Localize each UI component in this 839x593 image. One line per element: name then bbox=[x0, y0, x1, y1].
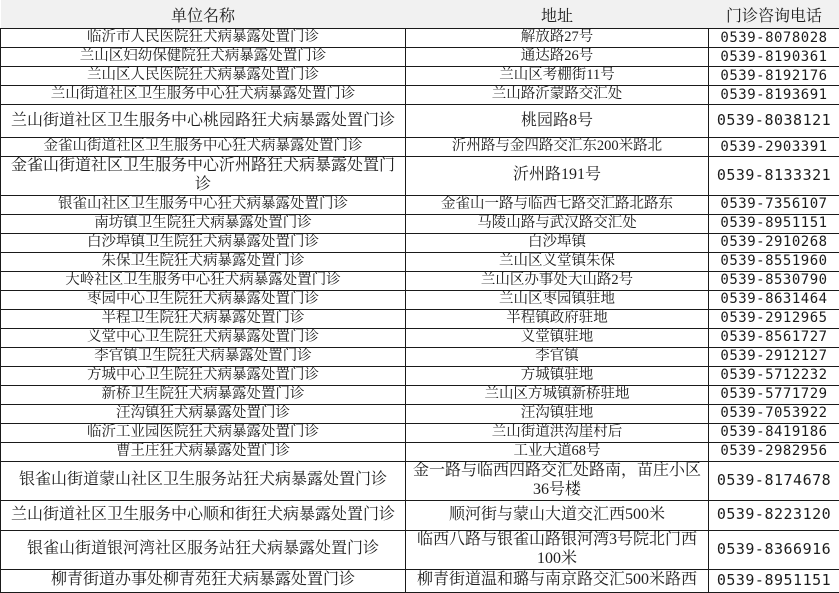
cell-name: 金雀山街道社区卫生服务中心沂州路狂犬病暴露处置门诊 bbox=[1, 157, 406, 196]
cell-name: 李官镇卫生院狂犬病暴露处置门诊 bbox=[1, 347, 406, 366]
cell-name: 白沙埠镇卫生院狂犬病暴露处置门诊 bbox=[1, 233, 406, 252]
cell-phone: 0539-7053922 bbox=[709, 404, 839, 423]
table-row bbox=[1, 214, 839, 233]
cell-address: 义堂镇驻地 bbox=[406, 328, 709, 347]
cell-name: 方城中心卫生院狂犬病暴露处置门诊 bbox=[1, 366, 406, 385]
cell-phone: 0539-7356107 bbox=[709, 195, 839, 214]
cell-address: 顺河街与蒙山大道交汇西500米 bbox=[406, 500, 709, 530]
cell-address: 金雀山一路与临西七路交汇路北路东 bbox=[406, 195, 709, 214]
cell-name: 金雀山街道社区卫生服务中心狂犬病暴露处置门诊 bbox=[1, 138, 406, 157]
cell-phone: 0539-2982956 bbox=[709, 442, 839, 461]
cell-name: 银雀山街道蒙山社区卫生服务站狂犬病暴露处置门诊 bbox=[1, 461, 406, 500]
cell-phone: 0539-2912127 bbox=[709, 347, 839, 366]
cell-name: 新桥卫生院狂犬病暴露处置门诊 bbox=[1, 385, 406, 404]
table-row bbox=[1, 48, 839, 67]
cell-name: 义堂中心卫生院狂犬病暴露处置门诊 bbox=[1, 328, 406, 347]
cell-address: 李官镇 bbox=[406, 347, 709, 366]
cell-name: 银雀山街道银河湾社区服务站狂犬病暴露处置门诊 bbox=[1, 530, 406, 569]
cell-name: 兰山区妇幼保健院狂犬病暴露处置门诊 bbox=[1, 48, 406, 67]
table-row bbox=[1, 309, 839, 328]
table-row bbox=[1, 500, 839, 530]
cell-address: 沂州路191号 bbox=[406, 157, 709, 196]
cell-address: 马陵山路与武汉路交汇处 bbox=[406, 214, 709, 233]
cell-name: 汪沟镇狂犬病暴露处置门诊 bbox=[1, 404, 406, 423]
cell-phone: 0539-8174678 bbox=[709, 461, 839, 500]
cell-name: 曹王庄狂犬病暴露处置门诊 bbox=[1, 442, 406, 461]
table-row bbox=[1, 530, 839, 569]
table-row bbox=[1, 138, 839, 157]
table-header bbox=[1, 0, 839, 29]
cell-address: 柳青街道温和璐与南京路交汇500米路西 bbox=[406, 569, 709, 592]
table-row bbox=[1, 366, 839, 385]
cell-phone: 0539-8078028 bbox=[709, 29, 839, 48]
cell-address: 半程镇政府驻地 bbox=[406, 309, 709, 328]
cell-name: 朱保卫生院狂犬病暴露处置门诊 bbox=[1, 252, 406, 271]
cell-name: 银雀山社区卫生服务中心狂犬病暴露处置门诊 bbox=[1, 195, 406, 214]
cell-phone: 0539-8193691 bbox=[709, 86, 839, 105]
cell-phone: 0539-2903391 bbox=[709, 138, 839, 157]
cell-address: 白沙埠镇 bbox=[406, 233, 709, 252]
table-row bbox=[1, 569, 839, 592]
table-row bbox=[1, 86, 839, 105]
table-row bbox=[1, 67, 839, 86]
cell-phone: 0539-8038121 bbox=[709, 105, 839, 138]
table-row bbox=[1, 195, 839, 214]
cell-name: 临沂市人民医院狂犬病暴露处置门诊 bbox=[1, 29, 406, 48]
cell-phone: 0539-8133321 bbox=[709, 157, 839, 196]
cell-phone: 0539-8366916 bbox=[709, 530, 839, 569]
cell-address: 方城镇驻地 bbox=[406, 366, 709, 385]
cell-address: 兰山区考棚街11号 bbox=[406, 67, 709, 86]
table-row bbox=[1, 461, 839, 500]
table-row bbox=[1, 157, 839, 196]
cell-phone: 0539-8190361 bbox=[709, 48, 839, 67]
cell-phone: 0539-2910268 bbox=[709, 233, 839, 252]
table-row bbox=[1, 385, 839, 404]
cell-name: 枣园中心卫生院狂犬病暴露处置门诊 bbox=[1, 290, 406, 309]
cell-name: 兰山街道社区卫生服务中心狂犬病暴露处置门诊 bbox=[1, 86, 406, 105]
cell-address: 兰山路沂蒙路交汇处 bbox=[406, 86, 709, 105]
cell-phone: 0539-2912965 bbox=[709, 309, 839, 328]
cell-name: 南坊镇卫生院狂犬病暴露处置门诊 bbox=[1, 214, 406, 233]
cell-phone: 0539-8561727 bbox=[709, 328, 839, 347]
table-body bbox=[1, 29, 839, 593]
table-row bbox=[1, 233, 839, 252]
cell-name: 半程卫生院狂犬病暴露处置门诊 bbox=[1, 309, 406, 328]
table-row bbox=[1, 347, 839, 366]
cell-address: 金一路与临西四路交汇处路南，苗庄小区36号楼 bbox=[406, 461, 709, 500]
cell-address: 兰山区方城镇新桥驻地 bbox=[406, 385, 709, 404]
cell-name: 兰山区人民医院狂犬病暴露处置门诊 bbox=[1, 67, 406, 86]
cell-phone: 0539-8192176 bbox=[709, 67, 839, 86]
cell-name: 大岭社区卫生服务中心狂犬病暴露处置门诊 bbox=[1, 271, 406, 290]
table-row bbox=[1, 271, 839, 290]
cell-name: 兰山街道社区卫生服务中心桃园路狂犬病暴露处置门诊 bbox=[1, 105, 406, 138]
cell-phone: 0539-8419186 bbox=[709, 423, 839, 442]
cell-phone: 0539-8530790 bbox=[709, 271, 839, 290]
cell-address: 工业大道68号 bbox=[406, 442, 709, 461]
cell-phone: 0539-5771729 bbox=[709, 385, 839, 404]
table-row bbox=[1, 442, 839, 461]
table-row bbox=[1, 404, 839, 423]
cell-phone: 0539-8551960 bbox=[709, 252, 839, 271]
cell-phone: 0539-8223120 bbox=[709, 500, 839, 530]
table-row bbox=[1, 29, 839, 48]
cell-name: 临沂工业园医院狂犬病暴露处置门诊 bbox=[1, 423, 406, 442]
cell-address: 沂州路与金四路交汇东200米路北 bbox=[406, 138, 709, 157]
cell-name: 柳青街道办事处柳青苑狂犬病暴露处置门诊 bbox=[1, 569, 406, 592]
cell-phone: 0539-8951151 bbox=[709, 569, 839, 592]
cell-phone: 0539-8631464 bbox=[709, 290, 839, 309]
table-row bbox=[1, 252, 839, 271]
cell-address: 兰山区枣园镇驻地 bbox=[406, 290, 709, 309]
cell-address: 解放路27号 bbox=[406, 29, 709, 48]
cell-address: 汪沟镇驻地 bbox=[406, 404, 709, 423]
cell-address: 兰山区义堂镇朱保 bbox=[406, 252, 709, 271]
column-header-phone: 门诊咨询电话 bbox=[709, 0, 839, 29]
cell-address: 桃园路8号 bbox=[406, 105, 709, 138]
table-row bbox=[1, 105, 839, 138]
cell-address: 兰山区办事处大山路2号 bbox=[406, 271, 709, 290]
table-row bbox=[1, 290, 839, 309]
cell-address: 临西八路与银雀山路银河湾3号院北门西100米 bbox=[406, 530, 709, 569]
column-header-address: 地址 bbox=[406, 0, 709, 29]
cell-address: 兰山街道洪沟崖村后 bbox=[406, 423, 709, 442]
table-row bbox=[1, 328, 839, 347]
column-header-unit-name: 单位名称 bbox=[1, 0, 406, 29]
cell-phone: 0539-8951151 bbox=[709, 214, 839, 233]
header-row bbox=[1, 0, 839, 29]
cell-name: 兰山街道社区卫生服务中心顺和街狂犬病暴露处置门诊 bbox=[1, 500, 406, 530]
table-row bbox=[1, 423, 839, 442]
cell-address: 通达路26号 bbox=[406, 48, 709, 67]
cell-phone: 0539-5712232 bbox=[709, 366, 839, 385]
